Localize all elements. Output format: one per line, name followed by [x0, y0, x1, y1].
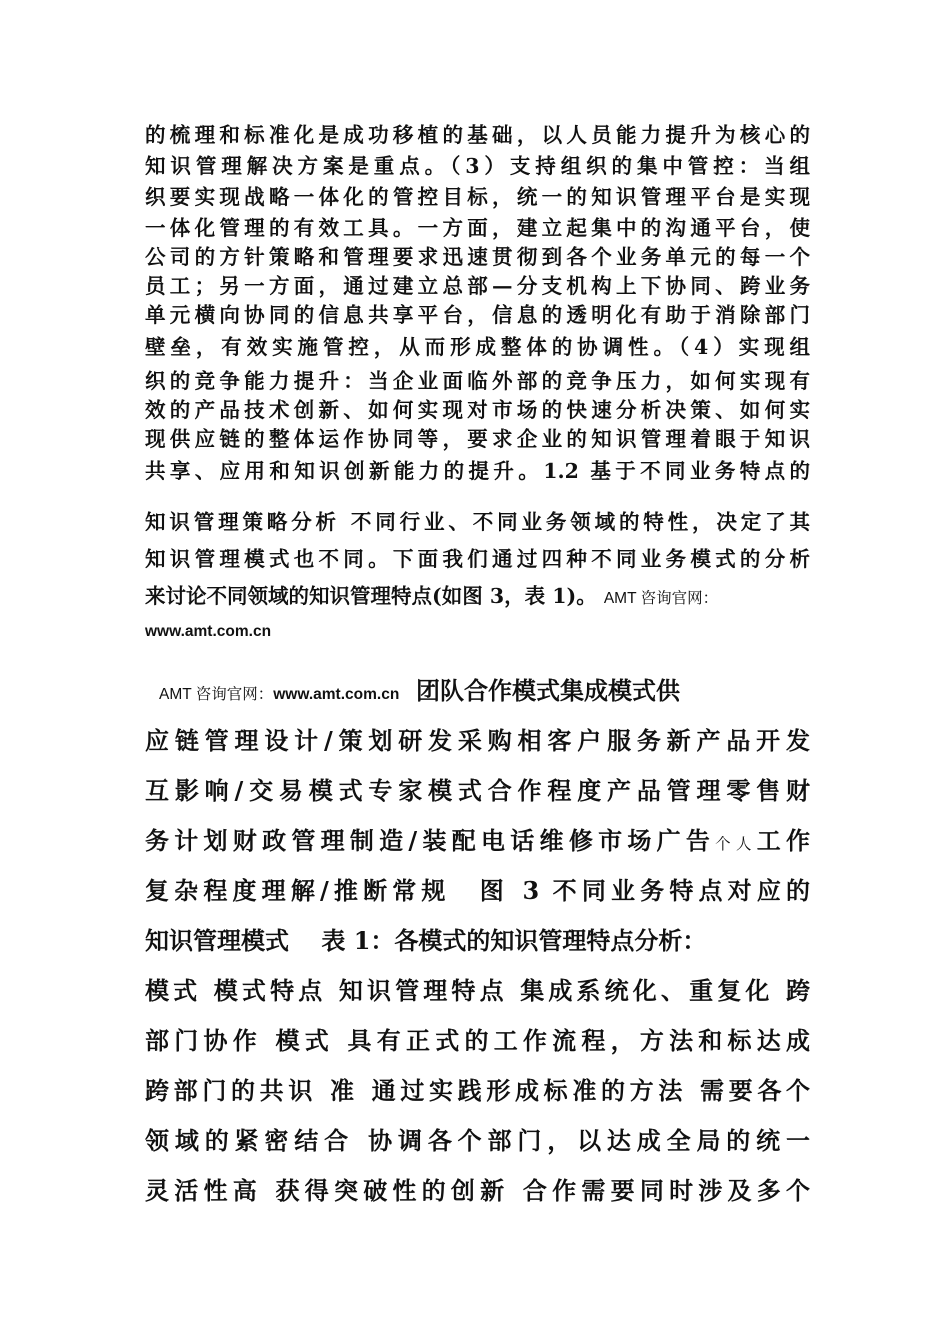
text-line: 领域的紧密结合 协调各个部门，以达成全局的统一	[145, 1126, 810, 1155]
text-line: 互影响/交易模式专家模式合作程度产品管理零售财	[145, 776, 810, 805]
paragraph-section-2	[145, 504, 810, 652]
paragraph-section-1	[145, 120, 810, 490]
text-line: 现供应链的整体运作协同等，要求企业的知识管理着眼于知识	[145, 427, 810, 451]
text-line: 复杂程度理解/推断常规 图 3 不同业务特点对应的	[145, 876, 810, 905]
text-line: 的梳理和标准化是成功移植的基础，以人员能力提升为核心的	[145, 123, 810, 147]
text-line	[145, 816, 810, 866]
text-line: 单元横向协同的信息共享平台，信息的透明化有助于消除部门	[145, 303, 810, 327]
text-line: 壁垒，有效实施管控，从而形成整体的协调性。（4）实现组	[145, 335, 810, 359]
amt-url-line: www.amt.com.cn	[145, 623, 272, 640]
text-line: 模式 模式特点 知识管理特点 集成系统化、重复化 跨	[145, 976, 810, 1005]
text-line: 跨部门的共识 准 通过实践形成标准的方法 需要各个	[145, 1076, 810, 1105]
text-line: 一体化管理的有效工具。一方面，建立起集中的沟通平台，使	[145, 216, 810, 240]
text-line: 员工；另一方面，通过建立总部—分支机构上下协同、跨业务	[145, 274, 810, 298]
text-line: 效的产品技术创新、如何实现对市场的快速分析决策、如何实	[145, 398, 810, 422]
amt-label: AMT 咨询官网：	[159, 686, 274, 703]
text-line: 共享、应用和知识创新能力的提升。1.2 基于不同业务特点的	[145, 459, 810, 483]
text-line: 知识管理模式也不同。下面我们通过四种不同业务模式的分析	[145, 547, 810, 571]
text-line: 公司的方针策略和管理要求迅速贯彻到各个业务单元的每一个	[145, 245, 810, 269]
text-fragment: 团队合作模式集成模式供	[416, 676, 681, 705]
amt-url-link: www.amt.com.cn	[273, 686, 400, 703]
text-line: 知识管理策略分析 不同行业、不同业务领域的特性，决定了其	[145, 510, 810, 534]
text-line: 知识管理解决方案是重点。（3）支持组织的集中管控：当组	[145, 154, 810, 178]
text-line: 织要实现战略一体化的管控目标，统一的知识管理平台是实现	[145, 185, 810, 209]
document-page	[145, 120, 810, 1216]
text-line: 灵活性高 获得突破性的创新 合作需要同时涉及多个	[145, 1176, 810, 1205]
amt-label: AMT 咨询官网：	[603, 590, 719, 607]
text-line	[145, 578, 810, 615]
text-fragment: 来讨论不同领域的知识管理特点(如图 3，表 1)。	[145, 584, 597, 608]
paragraph-section-3	[145, 666, 810, 1216]
text-line: 知识管理模式 表 1：各模式的知识管理特点分析：	[145, 926, 707, 955]
text-line	[145, 666, 810, 716]
text-line: 部门协作 模式 具有正式的工作流程，方法和标达成	[145, 1026, 810, 1055]
text-fragment-small: 个人	[715, 835, 757, 853]
text-fragment: 工作	[756, 826, 810, 855]
text-line: 应链管理设计/策划研发采购相客户服务新产品开发	[145, 726, 810, 755]
text-fragment: 务计划财政管理制造/装配电话维修市场广告	[145, 826, 716, 855]
text-line: 织的竞争能力提升：当企业面临外部的竞争压力，如何实现有	[145, 369, 810, 393]
